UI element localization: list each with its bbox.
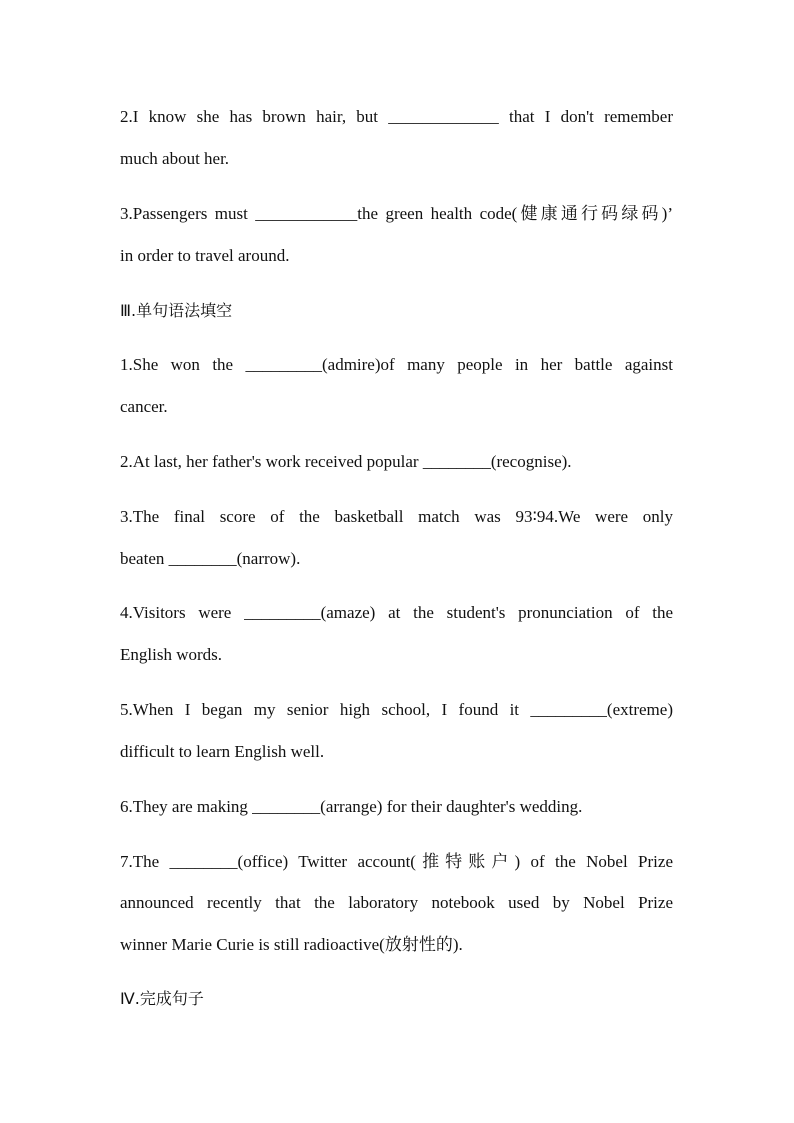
grammar-item-5-line-2: difficult to learn English well. [120,742,325,761]
grammar-item-5-line-1: 5.When I began my senior high school, I found it _________(extreme) [120,700,673,719]
grammar-item-1-line-1: 1.She won the _________(admire)of many people in her battle against [120,355,673,374]
grammar-item-6-line-1: 6.They are making ________(arrange) for their daughter's wedding. [120,797,583,816]
section-4-heading: Ⅳ.完成句子 [120,989,204,1008]
grammar-item-4-line-2: English words. [120,645,222,664]
section-3-heading: Ⅲ.单句语法填空 [120,301,233,320]
question-2-line-1: 2.I know she has brown hair, but _____________ that I don't remember [120,107,673,126]
grammar-item-7-line-3: winner Marie Curie is still radioactive(放射性的). [120,935,463,954]
grammar-item-1-line-2: cancer. [120,397,168,416]
grammar-item-4-line-1: 4.Visitors were _________(amaze) at the student's pronunciation of the [120,603,673,622]
question-3-line-2: in order to travel around. [120,246,290,265]
grammar-item-3-line-2: beaten ________(narrow). [120,549,301,568]
question-3-line-1: 3.Passengers must ____________the green health code(健康通行码绿码)’ [120,204,673,223]
grammar-item-2-line-1: 2.At last, her father's work received popular ________(recognise). [120,452,572,471]
grammar-item-7-line-1: 7.The ________(office) Twitter account(推特账户) of the Nobel Prize [120,852,673,871]
question-2-line-2: much about her. [120,149,230,168]
grammar-item-7-line-2: announced recently that the laboratory notebook used by Nobel Prize [120,893,673,912]
grammar-item-3-line-1: 3.The final score of the basketball match was 93∶94.We were only [120,507,673,526]
